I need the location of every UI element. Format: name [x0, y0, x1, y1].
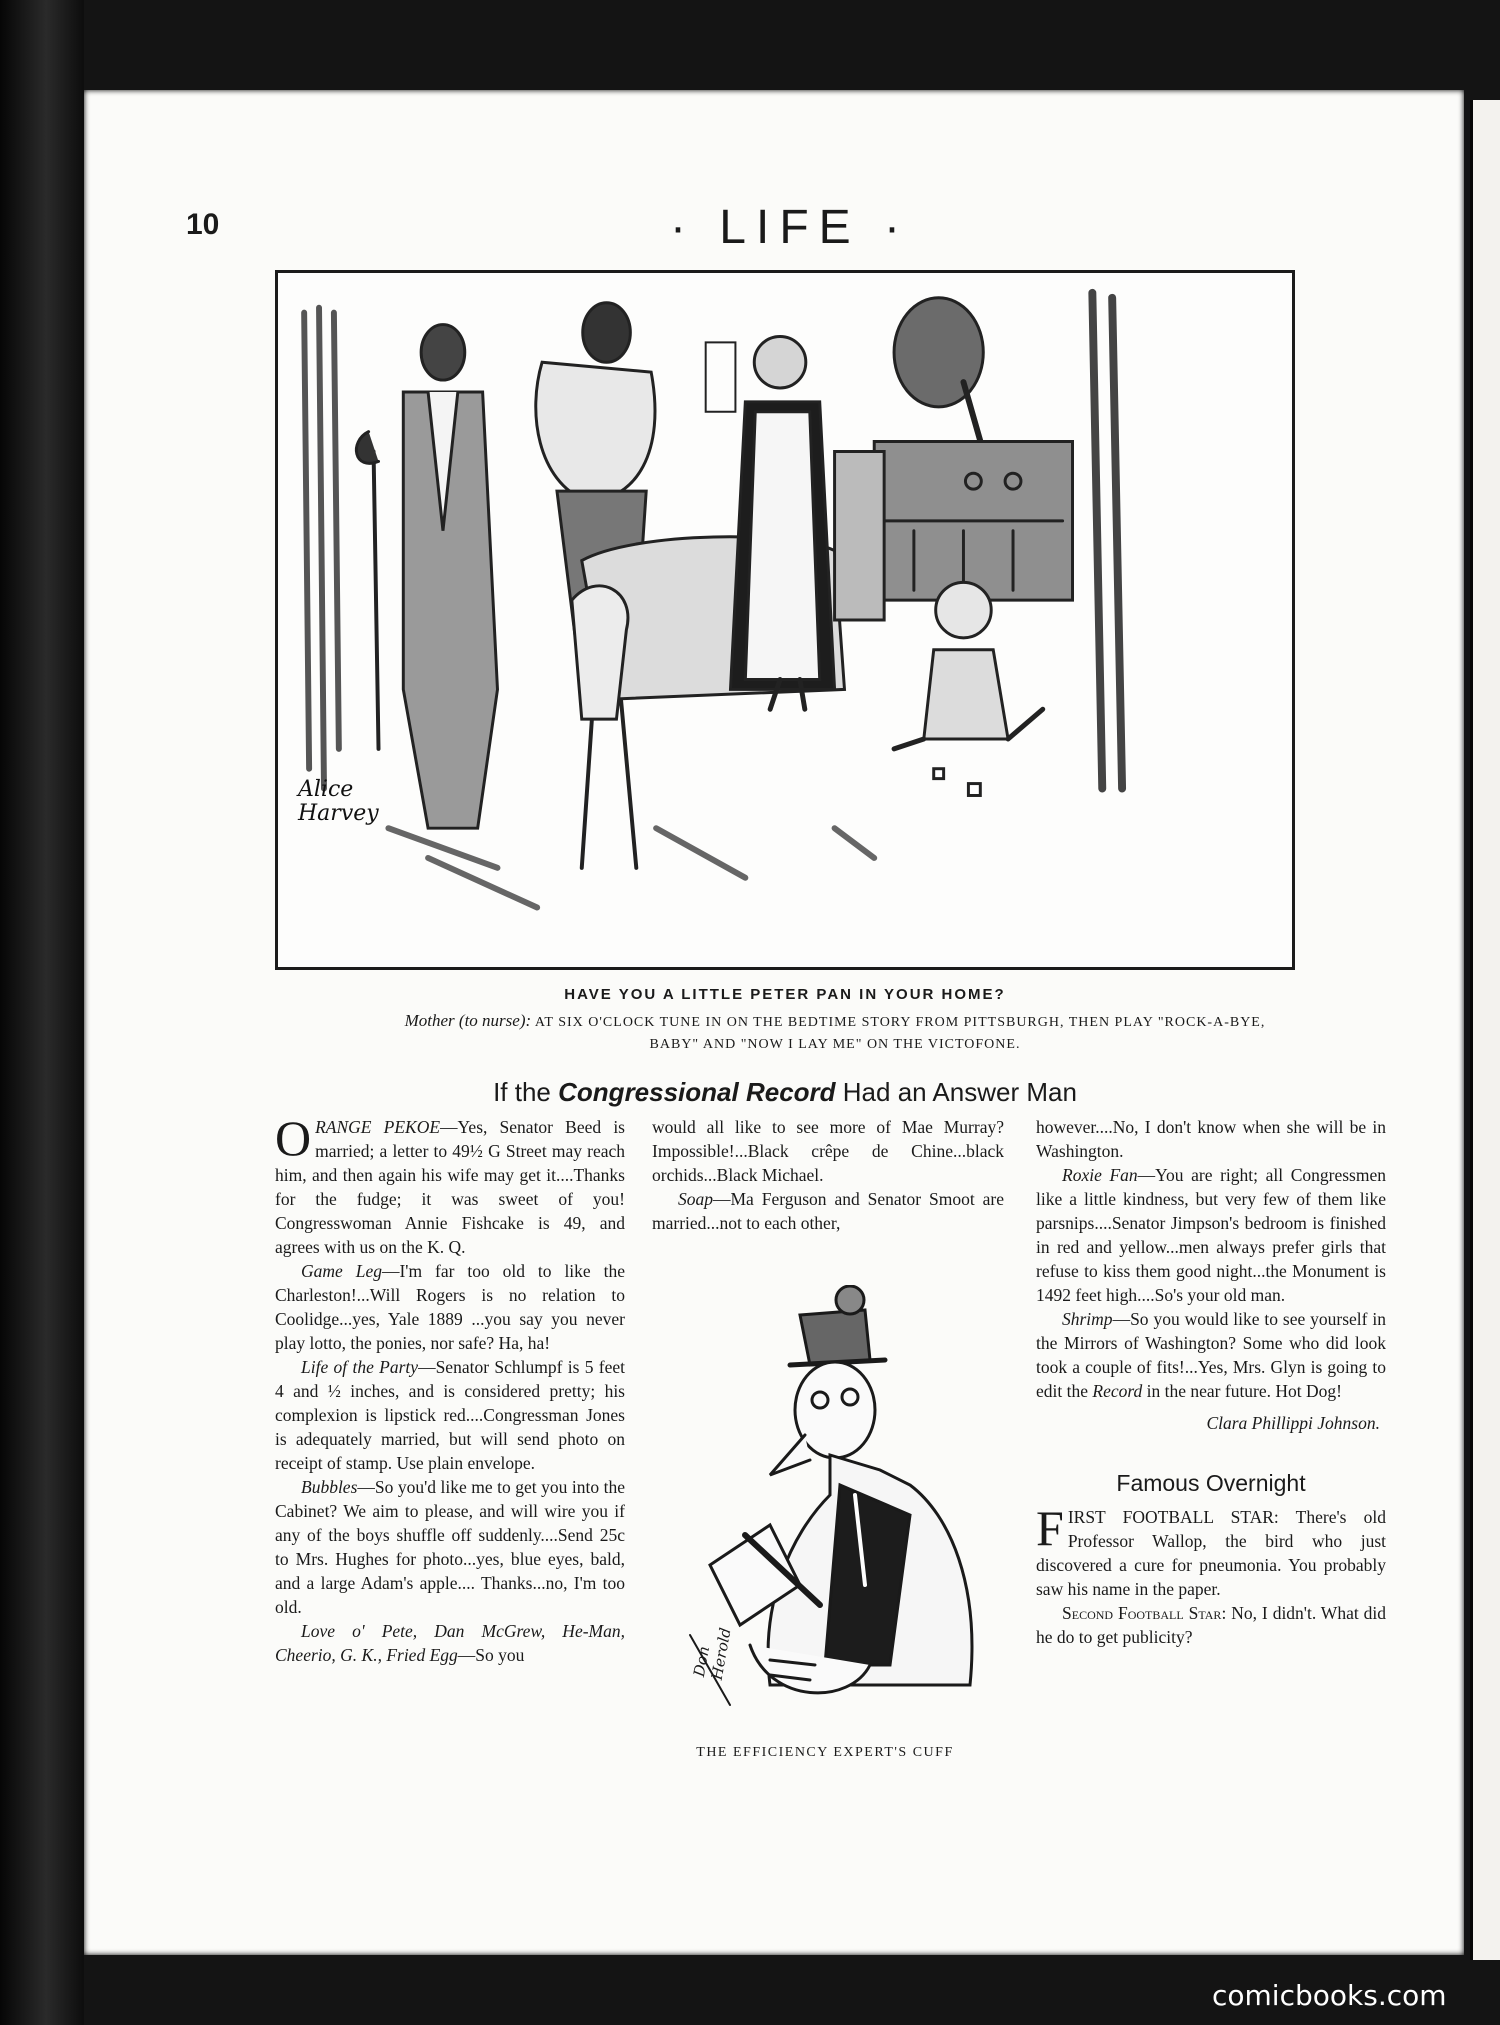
paragraph: however....No, I don't know when she will be in Washington. — [1036, 1117, 1386, 1161]
paragraph — [275, 1619, 625, 1667]
paragraph — [652, 1187, 1004, 1235]
article-byline: Clara Phillippi Johnson. — [1206, 1413, 1380, 1433]
entry-text: —You are right; all Congressmen like a little kindness, but very few of them like parsnips....Senator Jimpson's bedroom is finished in red and yellow...men always prefer girls that refuse to kiss them good night...the Monument is 1492 feet high....So's your old man. — [1036, 1165, 1386, 1305]
paragraph — [1036, 1307, 1386, 1403]
illustration-signature: Alice Harvey — [298, 777, 379, 826]
entry-head: Bubbles — [301, 1477, 358, 1497]
site-watermark: comicbooks.com — [1212, 1979, 1447, 2012]
paragraph: would all like to see more of Mae Murray? Impossible!...Black crêpe de Chine...black orchids...Black Michael. — [652, 1117, 1004, 1185]
entry-text: : No, I didn't. What did he do to get publicity? — [1036, 1603, 1387, 1647]
entry-italic: Record — [1092, 1381, 1143, 1401]
illustration-drawing — [278, 273, 1292, 967]
entry-head: Roxie Fan — [1062, 1165, 1138, 1185]
drop-cap: O — [275, 1110, 312, 1166]
article-column-1 — [275, 1110, 625, 1667]
entry-head: Shrimp — [1062, 1309, 1113, 1329]
entry-tail: in the near future. Hot Dog! — [1146, 1381, 1342, 1401]
entry-text: —So you would like to see yourself in the Mirrors of Washington? Some who did look took a couple of fits!...Yes, Mrs. Glyn is going to edit the — [1036, 1309, 1386, 1401]
page-number: 10 — [186, 208, 220, 241]
cartoon-signature: Don Herold — [690, 1626, 735, 1682]
entry-head: Love o' Pete, Dan McGrew, He-Man, Cheerio, G. K., Fried Egg — [275, 1621, 625, 1665]
caption-text: AT SIX O'CLOCK TUNE IN ON THE BEDTIME STORY FROM PITTSBURGH, THEN PLAY "ROCK-A-BYE, BABY" AND "NOW I LAY ME" ON THE VICTOFONE. — [534, 1015, 1266, 1052]
cartoon-caption: THE EFFICIENCY EXPERT'S CUFF — [696, 1745, 954, 1760]
article-title — [360, 1077, 1210, 1108]
entry-text: —Yes, Senator Beed is married; a letter to 49½ G Street may reach him, and then again his wife may get it....Thanks for the fudge; it was sweet of you! Congresswoman Annie Fishcake is 49, and agrees with us on the K. Q. — [275, 1117, 625, 1257]
caption-title: HAVE YOU A LITTLE PETER PAN IN YOUR HOME? — [564, 986, 1006, 1003]
main-illustration — [275, 270, 1295, 970]
entry-text: —So you — [457, 1645, 525, 1665]
entry-head: Game Leg — [301, 1261, 382, 1281]
scan-edge-right — [1470, 100, 1500, 1960]
entry-head: Life of the Party — [301, 1357, 419, 1377]
paragraph — [275, 1110, 625, 1259]
entry-text: : There's old Professor Wallop, the bird who just discovered a cure for pneumonia. You probably saw his name in the paper. — [1036, 1507, 1386, 1599]
paragraph — [275, 1355, 625, 1475]
caption-speaker: Mother (to nurse): — [404, 1011, 532, 1030]
article-column-3 — [1036, 1115, 1386, 1649]
article-column-2 — [652, 1115, 1004, 1235]
speaker-head: IRST FOOTBALL STAR — [1067, 1507, 1274, 1527]
speaker-head: Second Football Star — [1062, 1603, 1222, 1623]
drop-cap: F — [1036, 1500, 1064, 1556]
article-title-italic: Congressional Record — [558, 1077, 836, 1107]
sidebar-title: Famous Overnight — [1116, 1470, 1306, 1496]
entry-head: RANGE PEKOE — [315, 1117, 441, 1137]
entry-text: —So you'd like me to get you into the Cabinet? We aim to please, and will wire you if any of the boys shuffle off suddenly....Send 25c to Mrs. Hughes for photo...yes, blue eyes, bald, and a large Adam's apple.... Thanks...no, I'm too old. — [275, 1477, 625, 1617]
entry-text: —Senator Schlumpf is 5 feet 4 and ½ inches, and is considered pretty; his complexion is lipstick red....Congressman Jones is adequately married, but will send photo on receipt of stamp. Use plain envelope. — [275, 1357, 625, 1473]
paragraph — [275, 1259, 625, 1355]
entry-head: Soap — [678, 1189, 713, 1209]
masthead: · LIFE · — [669, 201, 910, 254]
paragraph — [1036, 1601, 1386, 1649]
paragraph — [1036, 1500, 1386, 1601]
entry-text: —Ma Ferguson and Senator Smoot are married...not to each other, — [652, 1189, 1004, 1233]
scan-edge-left — [0, 0, 84, 2025]
paragraph — [1036, 1163, 1386, 1307]
paragraph — [275, 1475, 625, 1619]
article-title-suffix: Had an Answer Man — [842, 1077, 1077, 1107]
caption-body — [400, 1010, 1270, 1056]
article-title-prefix: If the — [493, 1077, 551, 1107]
entry-text: —I'm far too old to like the Charleston!...Will Rogers is no relation to Coolidge...yes, Yale 1889 ...you say you never play lotto, the ponies, nor safe? Ha, ha! — [275, 1261, 625, 1353]
